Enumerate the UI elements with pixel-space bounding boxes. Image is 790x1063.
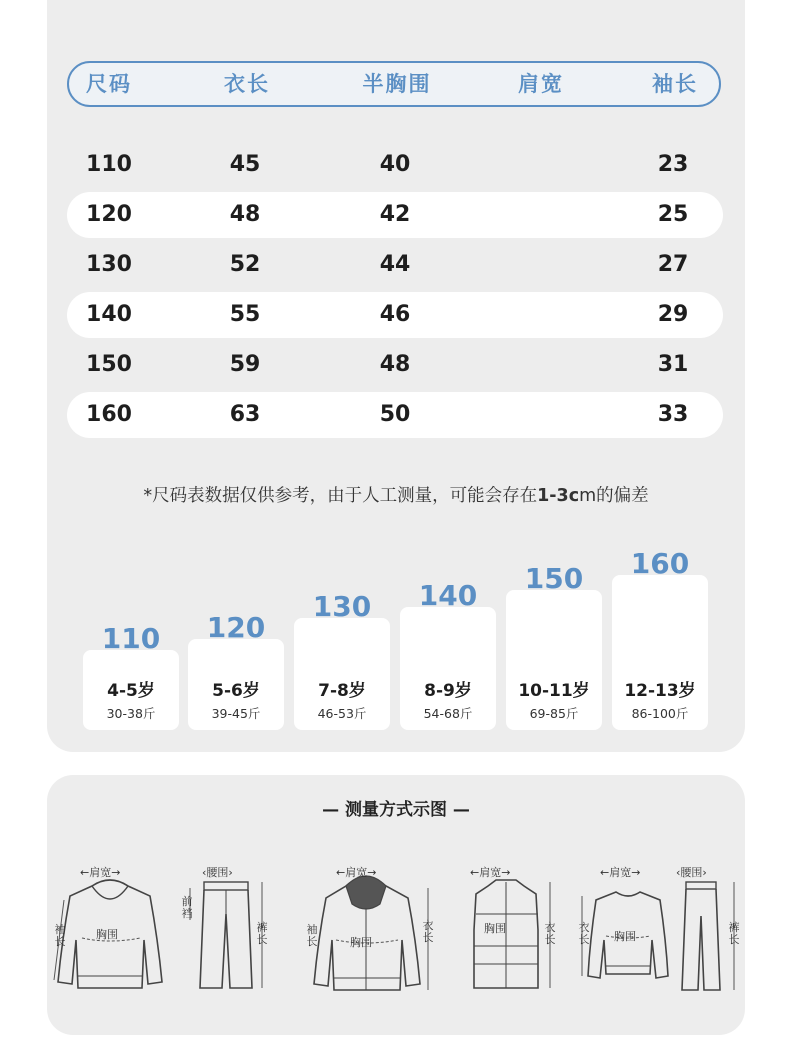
age-size: 110 xyxy=(101,622,161,655)
cell-length: 55 xyxy=(229,302,261,327)
age-bar xyxy=(400,577,496,730)
cell-size: 110 xyxy=(86,152,132,177)
jacket-diagram xyxy=(300,860,440,1000)
cell-size: 120 xyxy=(86,202,132,227)
cell-length: 59 xyxy=(229,352,261,377)
pants-length-label: 裤长 xyxy=(256,921,268,946)
cell-chest: 42 xyxy=(379,202,411,227)
length-label: 衣长 xyxy=(422,919,434,944)
cell-sleeve: 31 xyxy=(657,352,689,377)
age-weight: 69-85斤 xyxy=(529,706,579,721)
cell-sleeve: 27 xyxy=(657,252,689,277)
age-weight: 86-100斤 xyxy=(631,706,689,721)
age-years: 8-9岁 xyxy=(424,681,472,701)
cell-chest: 50 xyxy=(379,402,411,427)
age-bar xyxy=(506,560,602,730)
age-size: 140 xyxy=(418,579,478,612)
cell-shoulder xyxy=(479,242,599,288)
cell-shoulder xyxy=(479,342,599,388)
shoulder-label: ←肩宽→ xyxy=(600,866,641,879)
sleeve-label: 袖长 xyxy=(306,923,318,948)
cell-sleeve: 29 xyxy=(657,302,689,327)
age-weight: 30-38斤 xyxy=(106,706,156,721)
waist-label: ‹腰围› xyxy=(202,866,233,879)
sweatshirt-set-icon xyxy=(578,860,744,1000)
age-years: 4-5岁 xyxy=(107,681,155,701)
cell-shoulder xyxy=(479,392,599,438)
header-size: 尺码 xyxy=(86,72,132,96)
age-weight: 54-68斤 xyxy=(423,706,473,721)
shoulder-label: ←肩宽→ xyxy=(336,866,377,879)
age-size: 150 xyxy=(524,562,584,595)
table-row xyxy=(67,342,723,388)
length-label: 衣长 xyxy=(544,921,556,946)
header-shoulder: 肩宽 xyxy=(518,72,564,96)
age-years: 10-11岁 xyxy=(518,681,590,701)
cell-length: 63 xyxy=(229,402,261,427)
set-diagram xyxy=(578,860,744,1000)
note-prefix: *尺码表数据仅供参考，由于人工测量，可能会存在 xyxy=(143,486,538,506)
age-size: 130 xyxy=(312,590,372,623)
header-length: 衣长 xyxy=(224,72,270,96)
cell-sleeve: 25 xyxy=(657,202,689,227)
shoulder-label: ←肩宽→ xyxy=(80,866,121,879)
shoulder-label: ←肩宽→ xyxy=(470,866,511,879)
cell-shoulder xyxy=(479,192,599,238)
cell-sleeve: 23 xyxy=(657,152,689,177)
age-size: 120 xyxy=(206,611,266,644)
table-row xyxy=(67,142,723,188)
cell-sleeve: 33 xyxy=(657,402,689,427)
cell-chest: 40 xyxy=(379,152,411,177)
cell-size: 160 xyxy=(86,402,132,427)
age-years: 5-6岁 xyxy=(212,681,260,701)
cell-length: 45 xyxy=(229,152,261,177)
length-label: 衣长 xyxy=(578,921,590,946)
pants-length-label: 裤长 xyxy=(728,921,740,946)
note-suffix: m的偏差 xyxy=(579,486,649,506)
sleeve-label: 袖长 xyxy=(54,923,66,948)
age-weight: 46-53斤 xyxy=(317,706,367,721)
cell-shoulder xyxy=(479,292,599,338)
table-row xyxy=(67,192,723,238)
cell-chest: 46 xyxy=(379,302,411,327)
chest-label: 胸围 xyxy=(484,922,506,935)
chest-label: 胸围 xyxy=(614,930,636,943)
note-range: 1-3c xyxy=(537,486,580,506)
size-disclaimer xyxy=(47,482,745,507)
table-header xyxy=(67,61,721,107)
age-bar xyxy=(612,545,708,730)
cell-size: 130 xyxy=(86,252,132,277)
cell-chest: 44 xyxy=(379,252,411,277)
hoodie-diagram xyxy=(52,860,170,1000)
age-bar xyxy=(188,609,284,730)
age-weight: 39-45斤 xyxy=(211,706,261,721)
waist-label: ‹腰围› xyxy=(676,866,707,879)
cell-shoulder xyxy=(479,142,599,188)
age-years: 12-13岁 xyxy=(624,681,696,701)
table-row xyxy=(67,242,723,288)
age-bar xyxy=(294,588,390,730)
header-sleeve: 袖长 xyxy=(652,72,698,96)
table-row xyxy=(67,292,723,338)
age-bar xyxy=(83,620,179,730)
cell-length: 52 xyxy=(229,252,261,277)
table-row xyxy=(67,392,723,438)
vest-diagram xyxy=(452,860,560,1000)
cell-length: 48 xyxy=(229,202,261,227)
cell-chest: 48 xyxy=(379,352,411,377)
chest-label: 胸围 xyxy=(96,928,118,941)
cell-size: 150 xyxy=(86,352,132,377)
measure-title: — 测量方式示图 — xyxy=(322,800,470,820)
pants-diagram xyxy=(178,860,270,1000)
front-rise-label: 前裆 xyxy=(181,895,193,920)
jacket-icon xyxy=(300,860,440,1000)
header-chest: 半胸围 xyxy=(362,72,432,96)
age-size: 160 xyxy=(630,547,690,580)
age-years: 7-8岁 xyxy=(318,681,366,701)
cell-size: 140 xyxy=(86,302,132,327)
chest-label: 胸围 xyxy=(350,936,372,949)
